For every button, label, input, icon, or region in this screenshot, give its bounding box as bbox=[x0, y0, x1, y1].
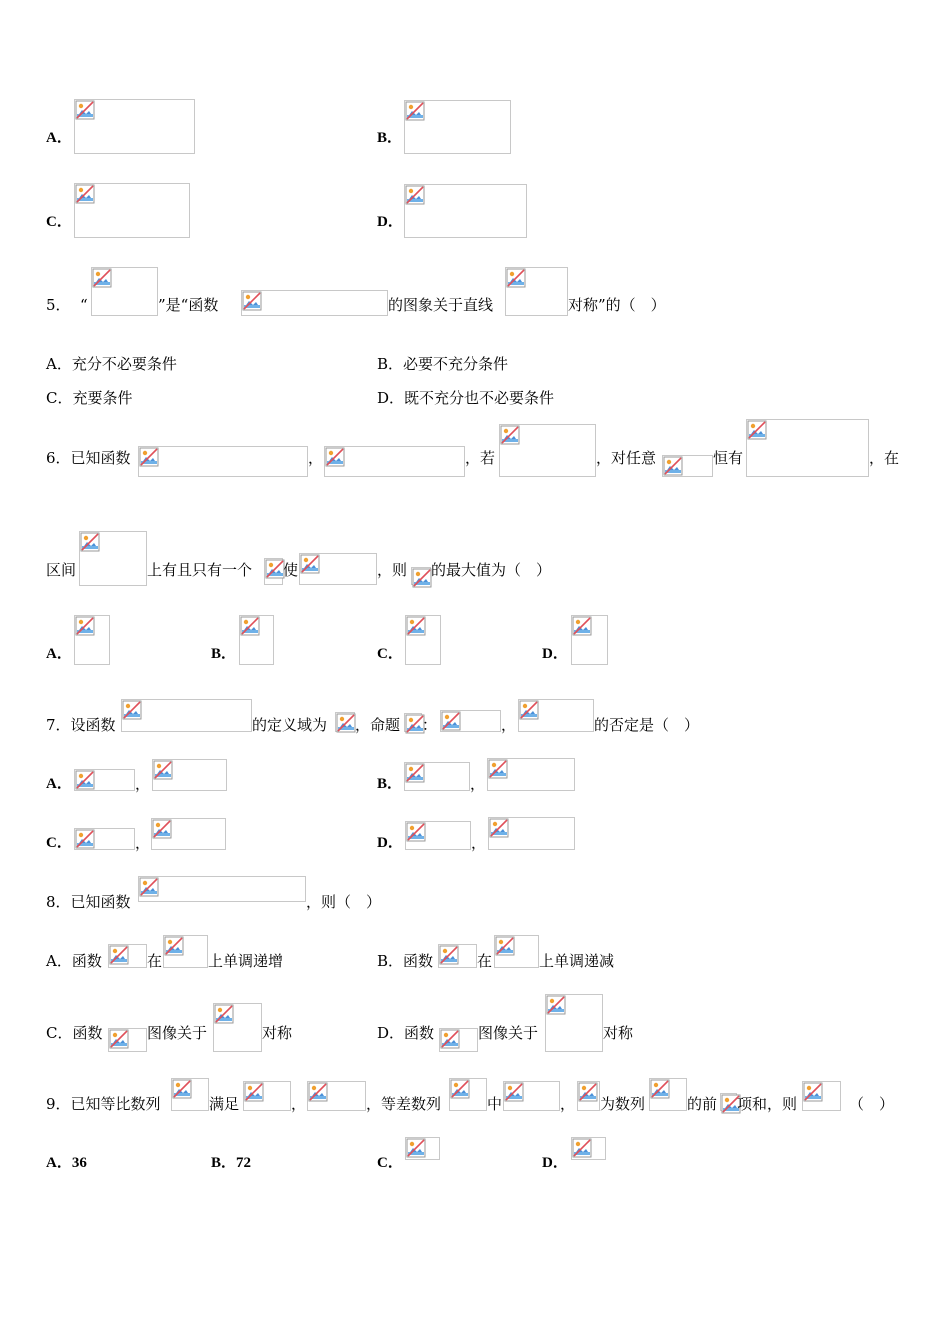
broken-image-icon bbox=[489, 818, 509, 838]
q8-text-start: 8．已知函数 bbox=[46, 893, 131, 911]
q6-option-c-label: C． bbox=[377, 646, 403, 662]
broken-image-icon bbox=[336, 713, 356, 733]
q9-formula-a1 bbox=[243, 1081, 291, 1111]
broken-image-icon bbox=[139, 447, 159, 467]
q7-option-d-sep: ， bbox=[471, 834, 487, 852]
broken-image-icon bbox=[803, 1082, 823, 1102]
broken-image-icon bbox=[572, 1138, 592, 1158]
q9-text-satisfy: 满足 bbox=[209, 1095, 240, 1113]
broken-image-icon bbox=[405, 763, 425, 783]
broken-image-icon bbox=[439, 945, 459, 965]
q7-text-neg: 的否定是（ ） bbox=[594, 716, 700, 734]
q6-comma-1: ， bbox=[308, 449, 324, 467]
broken-image-icon bbox=[122, 700, 142, 720]
q9-option-d-image bbox=[571, 1137, 606, 1160]
q7-option-b-image-1 bbox=[404, 762, 470, 791]
broken-image-icon bbox=[450, 1079, 470, 1099]
q8-option-b-label: B．函数 bbox=[377, 952, 434, 970]
q8-option-a-at: 在 bbox=[147, 952, 163, 970]
q6-text-interval: 区间 bbox=[46, 561, 77, 579]
q7-text-domain: 的定义域为 bbox=[252, 716, 328, 734]
q7-option-c-label: C． bbox=[46, 835, 72, 851]
q6-formula-x bbox=[662, 455, 713, 477]
q6-option-b-image bbox=[239, 615, 274, 665]
q9-formula-rel bbox=[307, 1081, 366, 1111]
broken-image-icon bbox=[109, 1029, 129, 1049]
broken-image-icon bbox=[153, 760, 173, 780]
q7-option-d-image-1 bbox=[405, 821, 471, 850]
q6-formula-f bbox=[138, 446, 308, 477]
q6-text-make: 使 bbox=[283, 561, 299, 579]
q7-option-c-sep: ， bbox=[135, 834, 151, 852]
q9-text-sum: 项和，则 bbox=[737, 1095, 798, 1113]
broken-image-icon bbox=[504, 1082, 524, 1102]
q8-option-b-at: 在 bbox=[477, 952, 493, 970]
broken-image-icon bbox=[488, 759, 508, 779]
q7-option-c-image-2 bbox=[151, 818, 226, 850]
q6-formula-omega bbox=[411, 567, 431, 585]
q6-text-then: ，则 bbox=[377, 561, 408, 579]
broken-image-icon bbox=[406, 822, 426, 842]
q6-formula-interval bbox=[79, 531, 147, 586]
q9-formula-s bbox=[802, 1081, 841, 1111]
broken-image-icon bbox=[152, 819, 172, 839]
q9-option-b: B．72 bbox=[211, 1155, 252, 1171]
broken-image-icon bbox=[308, 1082, 328, 1102]
broken-image-icon bbox=[406, 616, 426, 636]
broken-image-icon bbox=[650, 1079, 670, 1099]
broken-image-icon bbox=[75, 770, 95, 790]
broken-image-icon bbox=[164, 936, 184, 956]
q7-option-b-label: B． bbox=[377, 776, 403, 792]
q7-colon: ： bbox=[422, 716, 438, 734]
q5-option-b: B．必要不充分条件 bbox=[377, 355, 509, 373]
q6-formula-x0 bbox=[264, 558, 283, 585]
broken-image-icon bbox=[92, 268, 112, 288]
q8-option-d-label: D．函数 bbox=[377, 1024, 435, 1042]
q8-option-b-dec: 上单调递减 bbox=[539, 952, 615, 970]
broken-image-icon bbox=[242, 291, 262, 311]
q8-option-c-func bbox=[108, 1028, 147, 1052]
q8-option-a-func bbox=[108, 944, 147, 968]
broken-image-icon bbox=[440, 1029, 460, 1049]
q6-option-c-image bbox=[405, 615, 441, 665]
q8-option-d-sym: 对称 bbox=[603, 1024, 634, 1042]
broken-image-icon bbox=[405, 185, 425, 205]
broken-image-icon bbox=[172, 1079, 192, 1099]
broken-image-icon bbox=[109, 945, 129, 965]
q8-option-d-func bbox=[439, 1028, 478, 1052]
broken-image-icon bbox=[139, 877, 159, 897]
q9-text-paren: （ ） bbox=[849, 1095, 895, 1113]
q9-comma-1: ， bbox=[291, 1095, 307, 1113]
broken-image-icon bbox=[240, 616, 260, 636]
q9-formula-bn-2 bbox=[649, 1078, 687, 1111]
q8-option-a-label: A．函数 bbox=[46, 952, 102, 970]
broken-image-icon bbox=[214, 1004, 234, 1024]
q9-formula-n bbox=[720, 1093, 737, 1111]
q9-formula-an bbox=[171, 1078, 209, 1111]
broken-image-icon bbox=[747, 420, 767, 440]
broken-image-icon bbox=[572, 616, 592, 636]
q8-option-b-func bbox=[438, 944, 477, 968]
broken-image-icon bbox=[75, 616, 95, 636]
q5-function-image bbox=[241, 290, 388, 316]
q9-option-a: A．36 bbox=[46, 1155, 87, 1171]
q7-option-a-image-1 bbox=[74, 769, 135, 791]
q4-option-b-image bbox=[404, 100, 511, 154]
q5-option-d: D．既不充分也不必要条件 bbox=[377, 389, 555, 407]
q6-option-d-label: D． bbox=[542, 646, 568, 662]
q5-open-quote: “ bbox=[80, 296, 88, 314]
q6-text-any: ，对任意 bbox=[596, 449, 657, 467]
q7-formula-domain bbox=[335, 712, 355, 732]
q7-option-a-sep: ， bbox=[135, 775, 151, 793]
q6-option-a-image bbox=[74, 615, 110, 665]
q8-formula-f bbox=[138, 876, 306, 902]
q6-option-b-label: B． bbox=[211, 646, 237, 662]
broken-image-icon bbox=[500, 425, 520, 445]
broken-image-icon bbox=[405, 101, 425, 121]
q8-option-a-interval bbox=[163, 935, 208, 968]
q7-option-c-image-1 bbox=[74, 828, 135, 850]
q6-formula-eq bbox=[299, 553, 377, 585]
q7-comma: ， bbox=[501, 716, 517, 734]
broken-image-icon bbox=[75, 184, 95, 204]
q4-option-a-image bbox=[74, 99, 195, 154]
q7-option-d-label: D． bbox=[377, 835, 403, 851]
q9-text-arith: ，等差数列 bbox=[366, 1095, 442, 1113]
q4-option-c-image bbox=[74, 183, 190, 238]
q8-option-b-interval bbox=[494, 935, 539, 968]
q5-number: 5． bbox=[46, 296, 71, 314]
q6-formula-ineq bbox=[746, 419, 869, 477]
broken-image-icon bbox=[75, 100, 95, 120]
q6-text-if: ，若 bbox=[465, 449, 496, 467]
q5-text-2: 的图象关于直线 bbox=[388, 296, 494, 314]
q9-text-start: 9．已知等比数列 bbox=[46, 1095, 161, 1113]
q8-option-d-graph: 图像关于 bbox=[478, 1024, 539, 1042]
q7-text-prop: ，命题 bbox=[355, 716, 401, 734]
q4-option-d-image bbox=[404, 184, 527, 238]
q4-option-a-label: A． bbox=[46, 130, 72, 146]
q4-option-c-label: C． bbox=[46, 214, 72, 230]
q9-option-c-image bbox=[405, 1137, 440, 1160]
broken-image-icon bbox=[325, 447, 345, 467]
q4-option-b-label: B． bbox=[377, 130, 403, 146]
q9-formula-bn bbox=[449, 1078, 487, 1111]
q7-option-a-label: A． bbox=[46, 776, 72, 792]
q7-option-a-image-2 bbox=[152, 759, 227, 791]
q9-formula-b bbox=[503, 1081, 560, 1111]
q6-option-d-image bbox=[571, 615, 608, 665]
q9-text-mid: 中 bbox=[487, 1095, 503, 1113]
q9-comma-2: ， bbox=[560, 1095, 576, 1113]
q6-text-always: 恒有 bbox=[713, 449, 744, 467]
broken-image-icon bbox=[506, 268, 526, 288]
broken-image-icon bbox=[265, 559, 285, 579]
broken-image-icon bbox=[519, 700, 539, 720]
q6-text-in: ，在 bbox=[869, 449, 900, 467]
q6-text-start: 6．已知函数 bbox=[46, 449, 131, 467]
q7-option-b-sep: ， bbox=[470, 775, 486, 793]
q5-line-image bbox=[505, 267, 568, 316]
q7-formula-f bbox=[121, 699, 252, 732]
broken-image-icon bbox=[406, 1138, 426, 1158]
broken-image-icon bbox=[441, 711, 461, 731]
broken-image-icon bbox=[546, 995, 566, 1015]
q6-text-unique: 上有且只有一个 bbox=[147, 561, 253, 579]
q6-formula-condition bbox=[499, 424, 596, 477]
broken-image-icon bbox=[75, 829, 95, 849]
q4-option-d-label: D． bbox=[377, 214, 403, 230]
q9-option-c-label: C． bbox=[377, 1155, 403, 1171]
q7-formula-p bbox=[404, 713, 422, 732]
broken-image-icon bbox=[578, 1082, 598, 1102]
q8-option-d-point bbox=[545, 994, 603, 1052]
q8-option-a-inc: 上单调递增 bbox=[208, 952, 284, 970]
q6-text-max: 的最大值为（ ） bbox=[431, 561, 552, 579]
q9-option-d-label: D． bbox=[542, 1155, 568, 1171]
q7-option-b-image-2 bbox=[487, 758, 575, 791]
q7-text-start: 7．设函数 bbox=[46, 716, 116, 734]
q7-formula-cond bbox=[518, 699, 594, 732]
q8-option-c-graph: 图像关于 bbox=[147, 1024, 208, 1042]
q8-option-c-sym: 对称 bbox=[262, 1024, 293, 1042]
q7-formula-exists bbox=[440, 710, 501, 732]
q8-option-c-line bbox=[213, 1003, 262, 1052]
q5-text-3: 对称”的（ ） bbox=[568, 296, 666, 314]
broken-image-icon bbox=[412, 568, 432, 588]
broken-image-icon bbox=[663, 456, 683, 476]
q5-option-a: A．充分不必要条件 bbox=[46, 355, 177, 373]
q8-option-c-label: C．函数 bbox=[46, 1024, 103, 1042]
q9-text-is: 为数列 bbox=[600, 1095, 646, 1113]
broken-image-icon bbox=[244, 1082, 264, 1102]
broken-image-icon bbox=[495, 936, 515, 956]
q9-formula-sn bbox=[577, 1081, 600, 1111]
broken-image-icon bbox=[80, 532, 100, 552]
q6-option-a-label: A． bbox=[46, 646, 72, 662]
q5-formula-image bbox=[91, 267, 158, 316]
q6-formula-g bbox=[324, 446, 465, 477]
q5-text-1: ”是“函数 bbox=[158, 296, 219, 314]
q9-text-first: 的前 bbox=[687, 1095, 718, 1113]
broken-image-icon bbox=[300, 554, 320, 574]
q8-text-then: ，则（ ） bbox=[306, 893, 382, 911]
q7-option-d-image-2 bbox=[488, 817, 575, 850]
q5-option-c: C．充要条件 bbox=[46, 389, 133, 407]
